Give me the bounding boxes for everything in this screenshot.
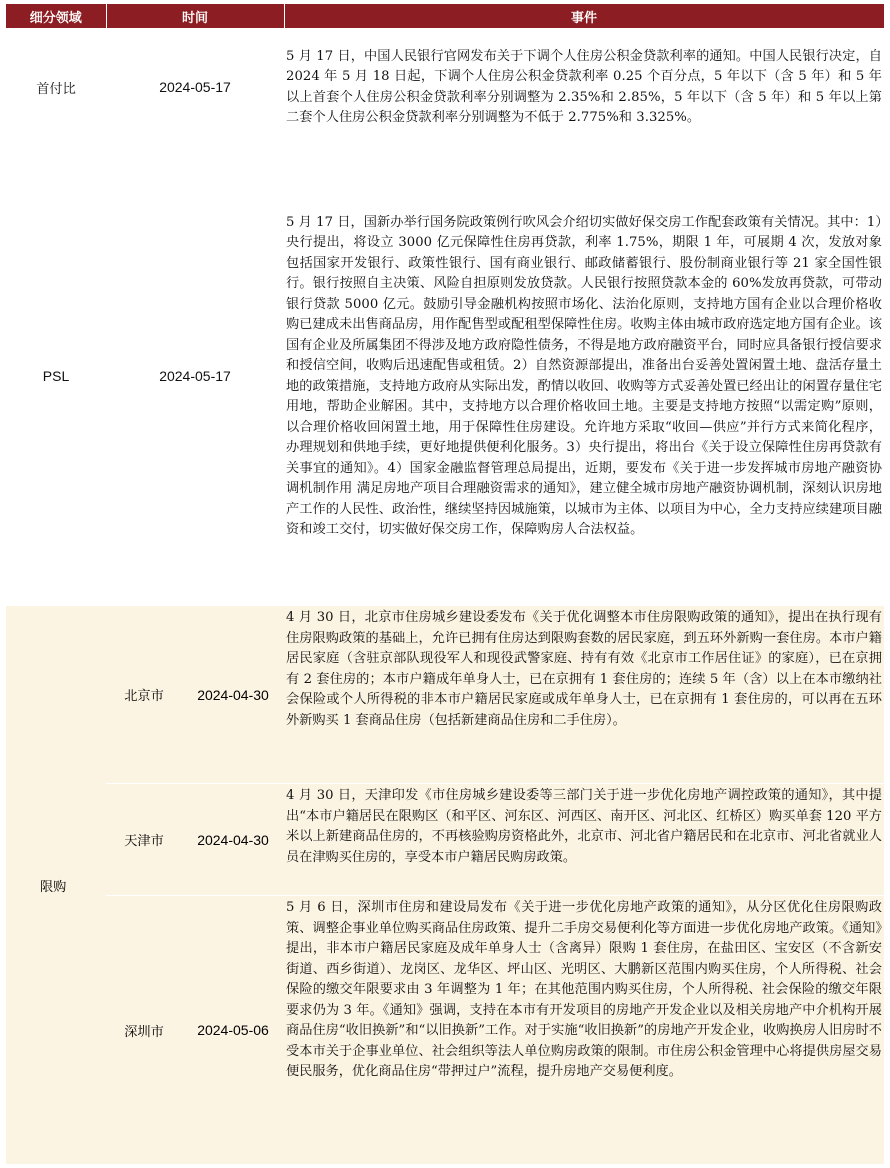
table-row xyxy=(6,28,884,146)
city-cell: 北京市 xyxy=(124,689,164,704)
city-row-beijing xyxy=(106,606,884,784)
date-cell: 2024-05-17 xyxy=(159,368,231,384)
header-category: 细分领域 xyxy=(6,4,106,28)
restriction-group xyxy=(6,606,884,1164)
policy-table xyxy=(6,4,885,606)
group-category-cell: 限购 xyxy=(40,879,67,895)
header-event: 事件 xyxy=(284,4,884,28)
date-cell: 2024-04-30 xyxy=(197,831,269,848)
event-cell: 4 月 30 日，北京市住房城乡建设委发布《关于优化调整本市住房限购政策的通知》，提出在执行现有住房限购政策的基础上，允许已拥有住房达到限购套数的居民家庭，到五环外新购一套住房。本市户籍居民家庭（含驻京部队现役军人和现役武警家庭、持有有效《北京市工作居住证》的家庭），已在京拥有 2 套住房的；本市户籍成年单身人士，已在京拥有 1 套住房的；连续 5 年（含）以上在本市缴纳社会保险或个人所得税的非本市户籍居民家庭或成年单身人士，已在京拥有 1 套住房的，可以再在五环外新购买 1 套商品住房（包括新建商品住房和二手住房）。 xyxy=(286,610,882,728)
event-cell: 4 月 30 日，天津印发《市住房城乡建设委等三部门关于进一步优化房地产调控政策的通知》，其中提出“本市户籍居民在限购区（和平区、河东区、河西区、南开区、河北区、红桥区）购买单套 120 平方米以上新建商品住房的，不再核验购房资格此外，北京市、河北省户籍居民和在北京市、河北省就业人员在津购买住房的，享受本市户籍居民购房政策。 xyxy=(286,788,882,865)
table-header xyxy=(6,4,884,28)
date-cell: 2024-04-30 xyxy=(197,686,269,703)
date-cell: 2024-05-17 xyxy=(159,79,231,95)
date-cell: 2024-05-06 xyxy=(197,1022,269,1038)
city-row-shenzhen xyxy=(106,896,884,1164)
city-cell: 深圳市 xyxy=(124,1024,164,1040)
city-cell: 天津市 xyxy=(124,834,164,849)
event-cell: 5 月 17 日，中国人民银行官网发布关于下调个人住房公积金贷款利率的通知。中国人民银行决定，自 2024 年 5 月 18 日起，下调个人住房公积金贷款利率 0.25 个百分点，5 年以下（含 5 年）和 5 年以上首套个人住房公积金贷款利率分别调整为 2.35%和 2.85%，5 年以下（含 5 年）和 5 年以上第二套个人住房公积金贷款利率分别调整为不低于 2.775%和 3.325%。 xyxy=(286,48,882,125)
event-cell: 5 月 6 日，深圳市住房和建设局发布《关于进一步优化房地产政策的通知》，从分区优化住房限购政策、调整企事业单位购买商品住房政策、提升二手房交易便利化等方面进一步优化房地产政策。《通知》提出，非本市户籍居民家庭及成年单身人士（含离异）限购 1 套住房，在盐田区、宝安区（不含新安街道、西乡街道）、龙岗区、龙华区、坪山区、光明区、大鹏新区范围内购买住房，个人所得税、社会保险的缴交年限要求由 3 年调整为 1 年；在其他范围内购买住房，个人所得税、社会保险的缴交年限要求仍为 3 年。《通知》强调，支持在本市有开发项目的房地产开发企业以及相关房地产中介机构开展商品住房“收旧换新”和“以旧换新”工作。对于实施“收旧换新”的房地产开发企业，收购换房人旧房时不受本市关于企事业单位、社会组织等法人单位购房政策的限制。市住房公积金管理中心将提供房屋交易便民服务，优化商品住房“带押过户”流程，提升房地产交易便利度。 xyxy=(286,900,882,1079)
event-cell: 5 月 17 日，国新办举行国务院政策例行吹风会介绍切实做好保交房工作配套政策有关情况。其中：1）央行提出，将设立 3000 亿元保障性住房再贷款，利率 1.75%，期限 1 年，可展期 4 次，发放对象包括国家开发银行、政策性银行、国有商业银行、邮政储蓄银行、股份制商业银行等 21 家全国性银行。银行按照自主决策、风险自担原则发放贷款。人民银行按照贷款本金的 60%发放再贷款，可带动银行贷款 5000 亿元。鼓励引导金融机构按照市场化、法治化原则，支持地方国有企业以合理价格收购已建成未出售商品房，用作配售型或配租型保障性住房。收购主体由城市政府选定地方国有企业。该国有企业及所属集团不得涉及地方政府隐性债务，不得是地方政府融资平台，同时应具备银行授信要求和授信空间，收购后迅速配售或租赁。2）自然资源部提出，准备出台妥善处置闲置土地、盘活存量土地的政策措施，支持地方政府从实际出发，酌情以收回、收购等方式妥善处置已经出让的闲置存量住宅用地，帮助企业解困。其中，支持地方以合理价格收回土地。主要是支持地方按照“以需定购”原则，以合理价格收回闲置土地，用于保障性住房建设。允许地方采取“收回—供应”并行方式来简化程序，办理规划和供地手续，更好地提供便利化服务。3）央行提出，将出台《关于设立保障性住房再贷款有关事宜的通知》。4）国家金融监督管理总局提出，近期，要发布《关于进一步发挥城市房地产融资协调机制作用 满足房地产项目合理融资需求的通知》，建立健全城市房地产融资协调机制，深刻认识房地产工作的人民性、政治性，继续坚持因城施策，以城市为主体、以项目为中心，全力支持应续建项目融资和竣工交付，切实做好保交房工作，保障购房人合法权益。 xyxy=(286,214,882,537)
category-cell: 首付比 xyxy=(36,81,76,97)
category-cell: PSL xyxy=(42,368,70,384)
header-date: 时间 xyxy=(106,4,284,28)
table-row xyxy=(6,146,884,606)
city-row-tianjin xyxy=(106,784,884,896)
